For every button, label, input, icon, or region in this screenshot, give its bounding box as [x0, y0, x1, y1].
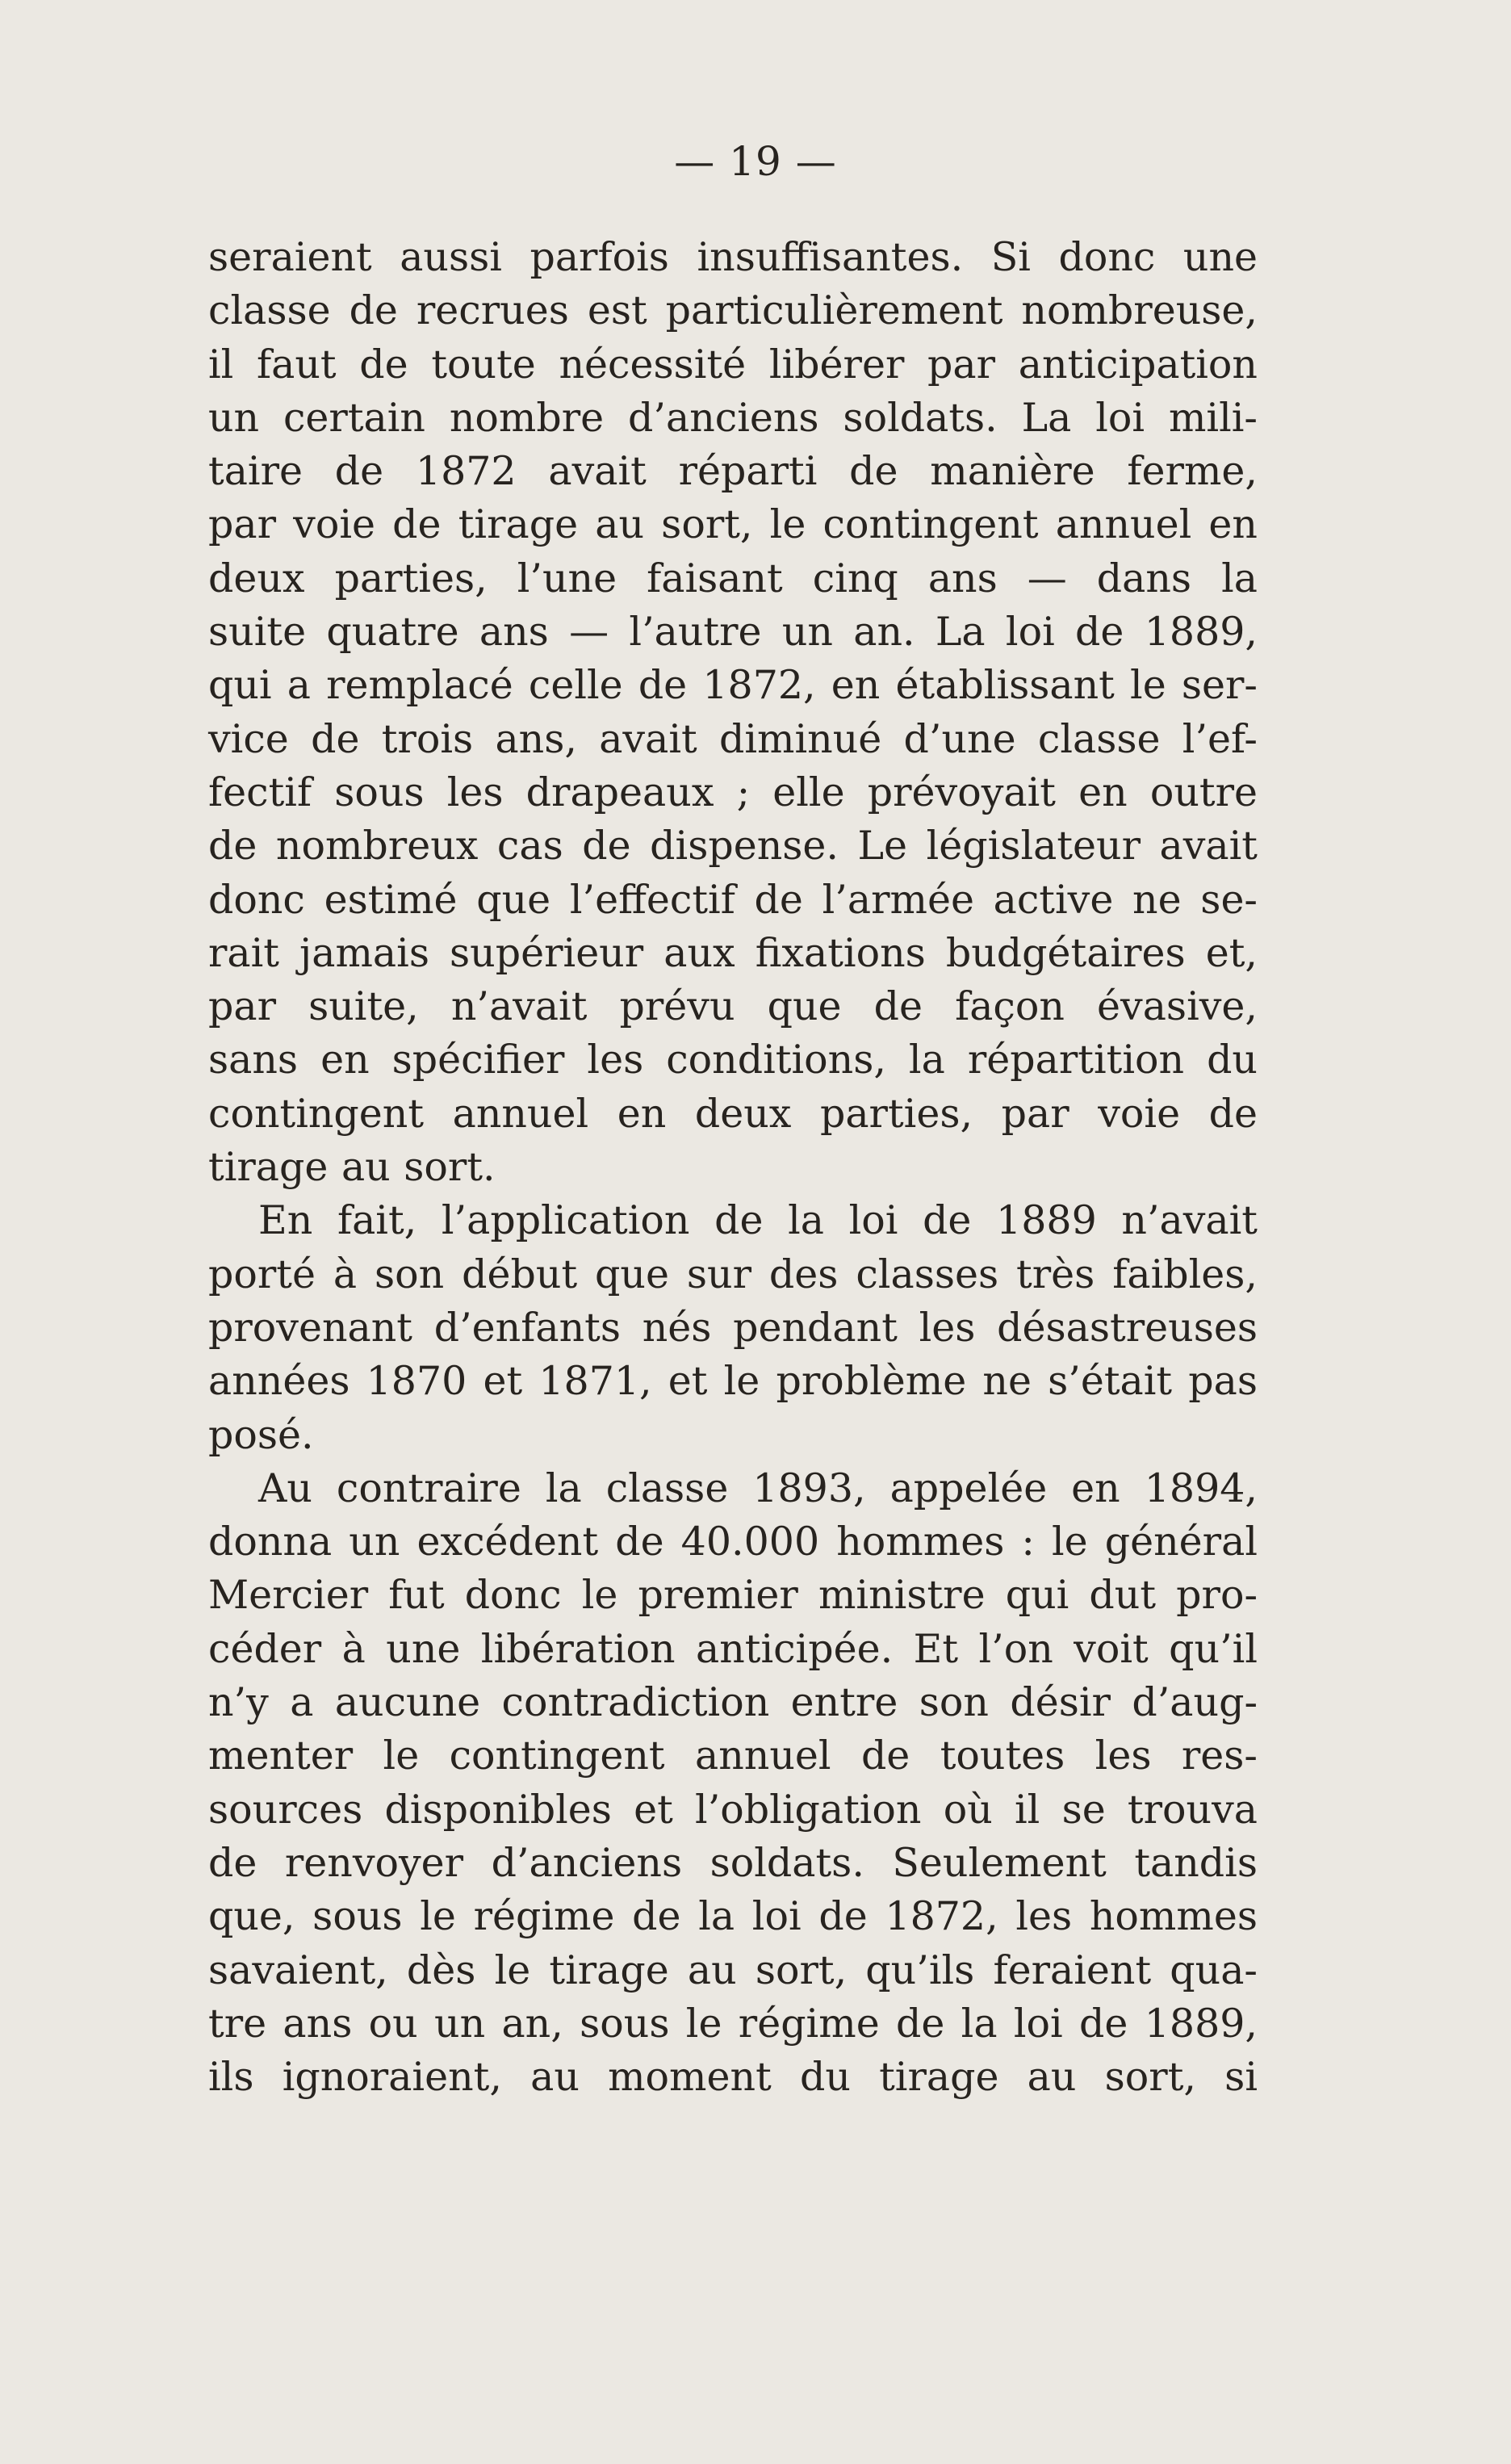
text-line: un certain nombre d’anciens soldats. La loi mili- — [208, 394, 1258, 441]
text-line: seraient aussi parfois insuffisantes. Si donc une — [208, 234, 1258, 280]
text-line: céder à une libération anticipée. Et l’on voit qu’il — [208, 1625, 1258, 1672]
text-line: donc estimé que l’effectif de l’armée active ne se- — [208, 876, 1258, 923]
text-line: porté à son début que sur des classes très faibles, — [208, 1251, 1258, 1297]
text-line: tirage au sort. — [208, 1144, 496, 1191]
text-line: de renvoyer d’anciens soldats. Seulement tandis — [208, 1839, 1258, 1886]
text-line: donna un excédent de 40.000 hommes : le général — [208, 1519, 1258, 1565]
text-line: que, sous le régime de la loi de 1872, les hommes — [208, 1893, 1258, 1940]
text-line: Mercier fut donc le premier ministre qui dut pro- — [208, 1572, 1258, 1619]
page-number: — 19 — — [674, 138, 837, 185]
text-line: par voie de tirage au sort, le contingent annuel en — [208, 501, 1258, 548]
text-line: il faut de toute nécessité libérer par anticipation — [208, 341, 1258, 388]
text-line: n’y a aucune contradiction entre son désir d’aug- — [208, 1679, 1258, 1726]
text-line: Au contraire la classe 1893, appelée en 1894, — [258, 1465, 1258, 1511]
text-line: deux parties, l’une faisant cinq ans — dans la — [208, 555, 1258, 601]
text-line: par suite, n’avait prévu que de façon évasive, — [208, 983, 1258, 1030]
text-line: ils ignoraient, au moment du tirage au sort, si — [208, 2054, 1258, 2101]
text-line: fectif sous les drapeaux ; elle prévoyait en outre — [208, 769, 1258, 815]
text-line: classe de recrues est particulièrement nombreuse, — [208, 287, 1258, 334]
text-line: qui a remplacé celle de 1872, en établissant le ser- — [208, 662, 1258, 709]
text-line: sans en spécifier les conditions, la répartition du — [208, 1037, 1258, 1083]
body-text — [208, 231, 1258, 2104]
text-line: taire de 1872 avait réparti de manière ferme, — [208, 448, 1258, 495]
text-line: suite quatre ans — l’autre un an. La loi de 1889, — [208, 609, 1258, 656]
text-line: tre ans ou un an, sous le régime de la loi de 1889, — [208, 2000, 1258, 2047]
text-line: rait jamais supérieur aux fixations budgétaires et, — [208, 929, 1258, 976]
text-line: contingent annuel en deux parties, par voie de — [208, 1090, 1258, 1137]
text-line: menter le contingent annuel de toutes les res- — [208, 1733, 1258, 1779]
text-line: vice de trois ans, avait diminué d’une classe l’ef- — [208, 715, 1258, 762]
text-line: savaient, dès le tirage au sort, qu’ils feraient qua- — [208, 1946, 1258, 1993]
text-line: provenant d’enfants nés pendant les désastreuses — [208, 1304, 1258, 1351]
text-line: En fait, l’application de la loi de 1889 n’avait — [258, 1197, 1258, 1244]
text-line: années 1870 et 1871, et le problème ne s’était pas — [208, 1358, 1258, 1405]
text-line: sources disponibles et l’obligation où il se trouva — [208, 1786, 1258, 1833]
text-line: posé. — [208, 1411, 314, 1458]
text-line: de nombreux cas de dispense. Le législateur avait — [208, 823, 1258, 870]
